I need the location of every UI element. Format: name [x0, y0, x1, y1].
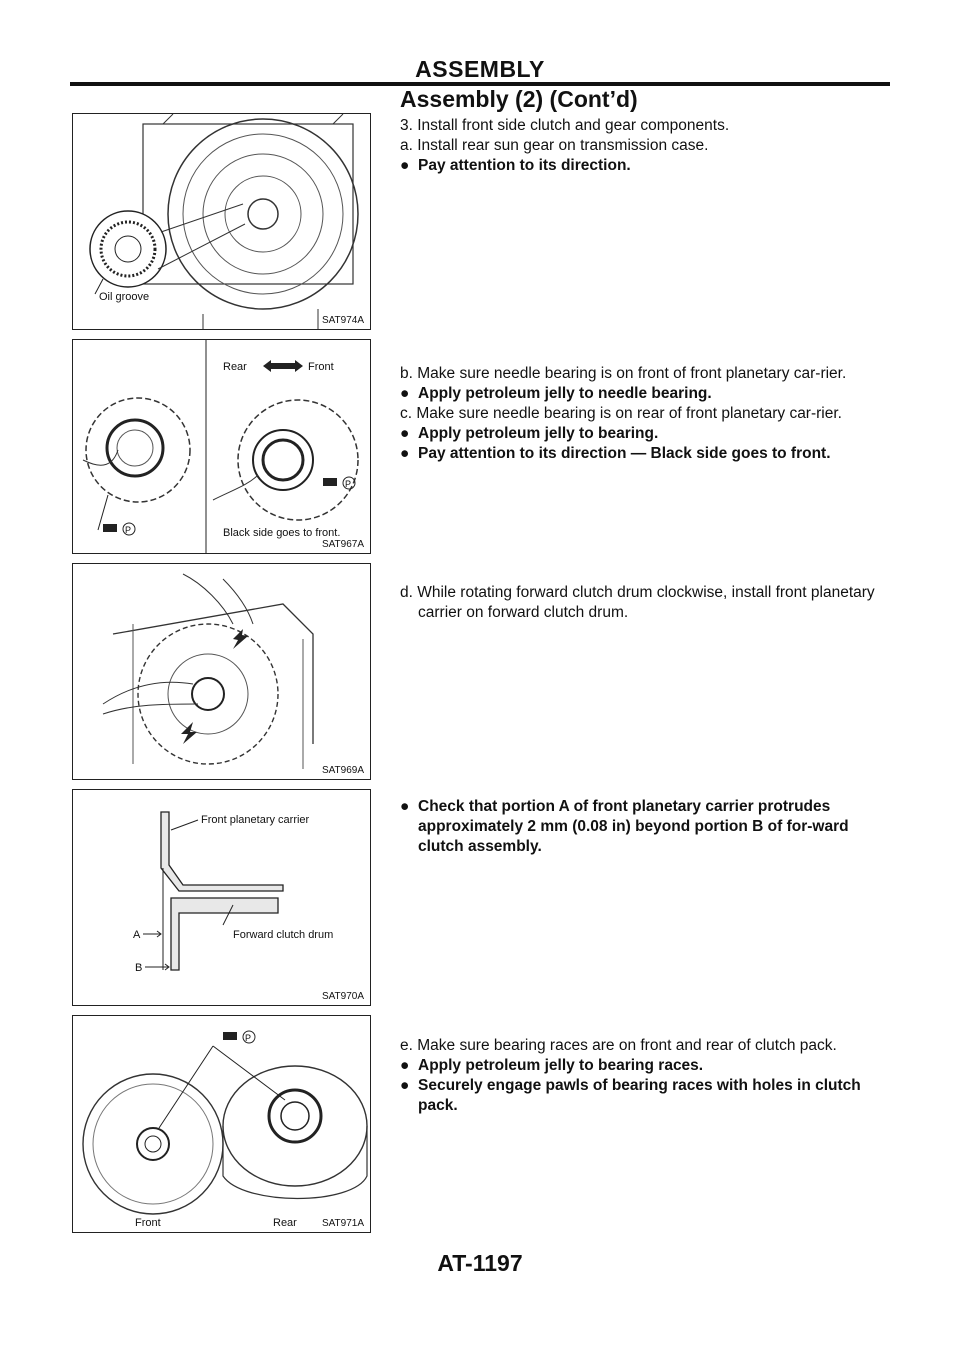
step-d: d. While rotating forward clutch drum clockwise, install front planetary carrier on forward clutch drum.: [400, 584, 875, 621]
label-oil-groove: Oil groove: [99, 291, 150, 303]
note-engage-pawls: ● Securely engage pawls of bearing races with holes in clutch pack.: [400, 1077, 861, 1114]
bullet: ●: [400, 798, 410, 815]
figure-code: SAT969A: [321, 765, 364, 776]
label-petroleum-1: P: [125, 525, 132, 535]
note-jelly-bearing: ● Apply petroleum jelly to bearing.: [400, 425, 659, 442]
note-direction: ● Pay attention to its direction.: [400, 157, 631, 174]
label-front: Front: [135, 1217, 161, 1229]
figure-code: SAT971A: [321, 1218, 364, 1229]
bearing-races-illustration: [73, 1016, 371, 1233]
label-petroleum-2: P: [345, 479, 352, 489]
figure-carrier-protrusion: [72, 789, 371, 1006]
figure-code: SAT967A: [321, 539, 364, 550]
label-rear: Rear: [273, 1217, 297, 1229]
step-3: 3. Install front side clutch and gear components.: [400, 117, 730, 134]
note-black-side: ● Pay attention to its direction — Black side goes to front.: [400, 445, 831, 462]
label-forward-clutch-drum: Forward clutch drum: [233, 929, 334, 941]
bullet: ●: [400, 157, 410, 174]
label-rear: Rear: [223, 361, 247, 373]
label-portion-a: A: [133, 929, 141, 941]
label-black-side: Black side goes to front.: [223, 527, 341, 539]
section-2-text: [400, 364, 892, 464]
bullet: ●: [400, 1077, 410, 1094]
bullet: ●: [400, 445, 410, 462]
step-b: b. Make sure needle bearing is on front of front planetary car-rier.: [400, 365, 847, 382]
section-1-text: [400, 116, 892, 176]
step-a: a. Install rear sun gear on transmission case.: [400, 137, 709, 154]
note-jelly-races: ● Apply petroleum jelly to bearing races.: [400, 1057, 704, 1074]
section-4-text: [400, 797, 892, 857]
bullet: ●: [400, 1057, 410, 1074]
step-c: c. Make sure needle bearing is on rear of front planetary car-rier.: [400, 405, 842, 422]
label-front: Front: [308, 361, 334, 373]
section-3-text: [400, 583, 892, 623]
bullet: ●: [400, 385, 410, 402]
figure-code: SAT970A: [321, 991, 364, 1002]
figure-code: SAT974A: [321, 315, 364, 326]
page-subtitle: Assembly (2) (Cont’d): [400, 86, 638, 112]
carrier-protrusion-diagram: [73, 790, 371, 1006]
label-petroleum: P: [245, 1033, 252, 1043]
step-e: e. Make sure bearing races are on front and rear of clutch pack.: [400, 1037, 837, 1054]
section-title: ASSEMBLY: [415, 56, 545, 82]
figure-needle-bearing: [72, 339, 371, 554]
label-front-planetary-carrier: Front planetary carrier: [201, 814, 310, 826]
figure-rear-sun-gear: [72, 113, 371, 330]
carrier-install-illustration: [73, 564, 371, 780]
figure-bearing-races: [72, 1015, 371, 1233]
rear-sun-gear-illustration: [73, 114, 371, 330]
note-jelly-needle: ● Apply petroleum jelly to needle bearing.: [400, 385, 712, 402]
label-portion-b: B: [135, 962, 143, 974]
page-number: AT-1197: [437, 1250, 523, 1276]
needle-bearing-illustration: [73, 340, 371, 554]
note-check-protrusion: ● Check that portion A of front planetary carrier protrudes approximately 2 mm (0.08 in) beyond portion B of for-ward clutch assembly.: [400, 798, 849, 855]
figure-planetary-carrier-install: [72, 563, 371, 780]
bullet: ●: [400, 425, 410, 442]
section-5-text: [400, 1036, 892, 1116]
